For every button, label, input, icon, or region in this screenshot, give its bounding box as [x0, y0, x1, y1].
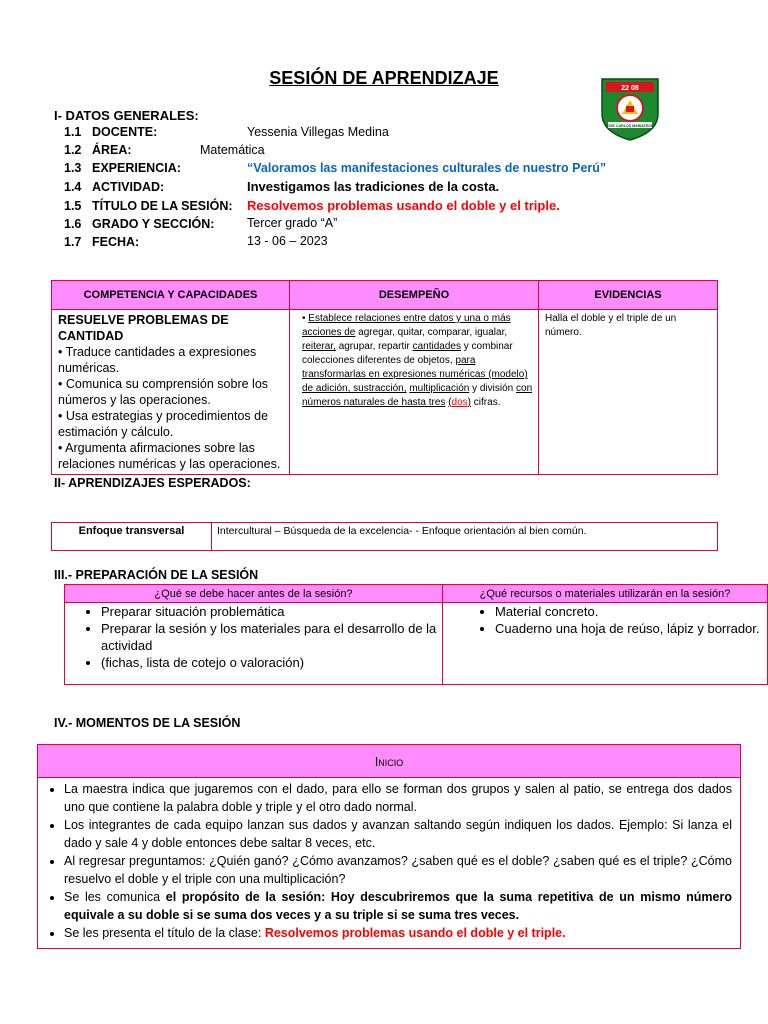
- header-desempeno: DESEMPEÑO: [290, 281, 539, 310]
- row-num: 1.6: [64, 217, 82, 231]
- row-label: DOCENTE:: [92, 125, 158, 139]
- row-label: TÍTULO DE LA SESIÓN:: [92, 199, 233, 213]
- proposito-text: el propósito de la sesión: Hoy descubriremos que la suma repetitiva de un mismo número equivale a su doble si se suma dos veces y a su triple si se suma tres veces.: [64, 890, 733, 922]
- row-num: 1.3: [64, 161, 82, 175]
- actividad-value: Investigamos las tradiciones de la costa.: [247, 179, 500, 194]
- capacidad-item: • Traduce cantidades a expresiones numéricas.: [58, 345, 257, 375]
- desempeno-part: agregar, quitar, comparar, igualar,: [358, 327, 508, 338]
- desempeno-text: [290, 310, 538, 412]
- desempeno-part: reiterar,: [302, 341, 336, 352]
- inicio-content: [38, 778, 741, 949]
- antes-cell: [65, 603, 443, 685]
- inicio-table: [37, 744, 741, 949]
- logo-number: 22 08: [621, 85, 639, 92]
- row-label: EXPERIENCIA:: [92, 161, 181, 175]
- section-4-heading: IV.- MOMENTOS DE LA SESIÓN: [54, 716, 241, 730]
- row-label: FECHA:: [92, 235, 140, 249]
- desempeno-bullet: •: [302, 313, 306, 324]
- inicio-item: [64, 924, 732, 942]
- header-antes: ¿Qué se debe hacer antes de la sesión?: [65, 585, 443, 603]
- area-value: Matemática: [200, 143, 265, 157]
- grado-value: Tercer grado “A”: [247, 216, 338, 230]
- capacidad-item: • Argumenta afirmaciones sobre las relaciones numéricas y las operaciones.: [58, 441, 281, 471]
- docente-value: Yessenia Villegas Medina: [247, 125, 389, 139]
- inicio-text: Se les comunica: [64, 890, 166, 904]
- inicio-item: [64, 888, 732, 924]
- desempeno-part: (: [448, 397, 452, 408]
- desempeno-part: agrupar, repartir: [338, 341, 410, 352]
- row-num: 1.7: [64, 235, 82, 249]
- competencia-title: RESUELVE PROBLEMAS DE CANTIDAD: [58, 313, 229, 343]
- experiencia-value: “Valoramos las manifestaciones culturales de nuestro Perú”: [247, 161, 607, 175]
- capacidad-item: • Usa estrategias y procedimientos de estimación y cálculo.: [58, 409, 269, 439]
- evidencia-text: Halla el doble y el triple de un número.: [545, 313, 677, 338]
- capacidad-item: • Comunica su comprensión sobre los números y las operaciones.: [58, 377, 269, 407]
- desempeno-part-red: dos: [451, 397, 468, 408]
- row-label: ACTIVIDAD:: [92, 180, 165, 194]
- header-competencia: COMPETENCIA Y CAPACIDADES: [52, 281, 290, 310]
- page-title: SESIÓN DE APRENDIZAJE: [269, 68, 499, 88]
- inicio-header: Inicio: [38, 745, 741, 778]
- antes-item: • (fichas, lista de cotejo o valoración): [101, 654, 442, 671]
- inicio-item: • La maestra indica que jugaremos con el dado, para ello se forman dos grupos y salen al patio, se entrega dos dados uno que contiene la palabra doble y triple y el otro dado normal.: [64, 780, 732, 816]
- desempeno-part: y división: [472, 383, 514, 394]
- header-evidencias: EVIDENCIAS: [539, 281, 718, 310]
- row-num: 1.4: [64, 180, 82, 194]
- row-label: GRADO Y SECCIÓN:: [92, 217, 215, 231]
- school-logo: [598, 76, 662, 142]
- row-label: ÁREA:: [92, 143, 132, 157]
- preparacion-table: [64, 584, 768, 685]
- desempeno-part: cantidades: [412, 341, 461, 352]
- titulo-clase-text: Resolvemos problemas usando el doble y el triple.: [264, 926, 566, 940]
- row-num: 1.2: [64, 143, 82, 157]
- enfoque-label: Enfoque transversal: [52, 523, 212, 551]
- titulo-sesion-value: Resolvemos problemas usando el doble y el triple.: [247, 198, 560, 213]
- desempeno-part: ): [467, 397, 472, 408]
- inicio-item: • Los integrantes de cada equipo lanzan sus dados y avanzan saltando según indiquen los dados. Ejemplo: Si lanza el dado y sale 4 y doble entonces debe saltar 8 veces, etc.: [64, 816, 732, 852]
- inicio-item: • Al regresar preguntamos: ¿Quién ganó? ¿Cómo avanzamos? ¿saben qué es el doble? ¿saben qué es el triple? ¿Cómo resuelvo el doble y el triple con una multiplicación?: [64, 852, 732, 888]
- desempeno-part: para transformarlas en expresiones numéricas (modelo) de adición, sustracción,: [302, 355, 528, 394]
- recurso-item: • Cuaderno una hoja de reúso, lápiz y borrador.: [495, 620, 767, 637]
- evidencia-cell: [539, 310, 718, 475]
- header-recursos: ¿Qué recursos o materiales utilizarán en la sesión?: [443, 585, 768, 603]
- logo-text: JOSE CARLOS MARIATEGUI: [605, 124, 655, 128]
- desempeno-part: Establece relaciones entre datos y una o más acciones de: [302, 313, 511, 338]
- recurso-item: • Material concreto.: [495, 603, 767, 620]
- row-num: 1.1: [64, 125, 82, 139]
- antes-item: • Preparar la sesión y los materiales para el desarrollo de la actividad: [101, 620, 442, 654]
- competencias-table: [51, 280, 718, 475]
- section-1-heading: I- DATOS GENERALES:: [54, 108, 199, 123]
- competencia-cell: [52, 310, 290, 475]
- enfoque-value: Intercultural – Búsqueda de la excelencia- - Enfoque orientación al bien común.: [212, 523, 718, 551]
- row-num: 1.5: [64, 199, 82, 213]
- desempeno-cell: [290, 310, 539, 475]
- section-3-heading: III.- PREPARACIÓN DE LA SESIÓN: [54, 568, 259, 582]
- section-2-heading: II- APRENDIZAJES ESPERADOS:: [54, 476, 251, 490]
- desempeno-part: y combinar colecciones diferentes de objetos,: [302, 341, 513, 366]
- inicio-text: Se les presenta el título de la clase:: [64, 926, 265, 940]
- desempeno-part: multiplicación: [409, 383, 470, 394]
- recursos-cell: [443, 603, 768, 685]
- desempeno-part: cifras.: [473, 397, 501, 408]
- fecha-value: 13 - 06 – 2023: [247, 234, 328, 248]
- desempeno-part: con números naturales de hasta tres: [302, 383, 533, 408]
- enfoque-table: [51, 522, 718, 551]
- antes-item: • Preparar situación problemática: [101, 603, 442, 620]
